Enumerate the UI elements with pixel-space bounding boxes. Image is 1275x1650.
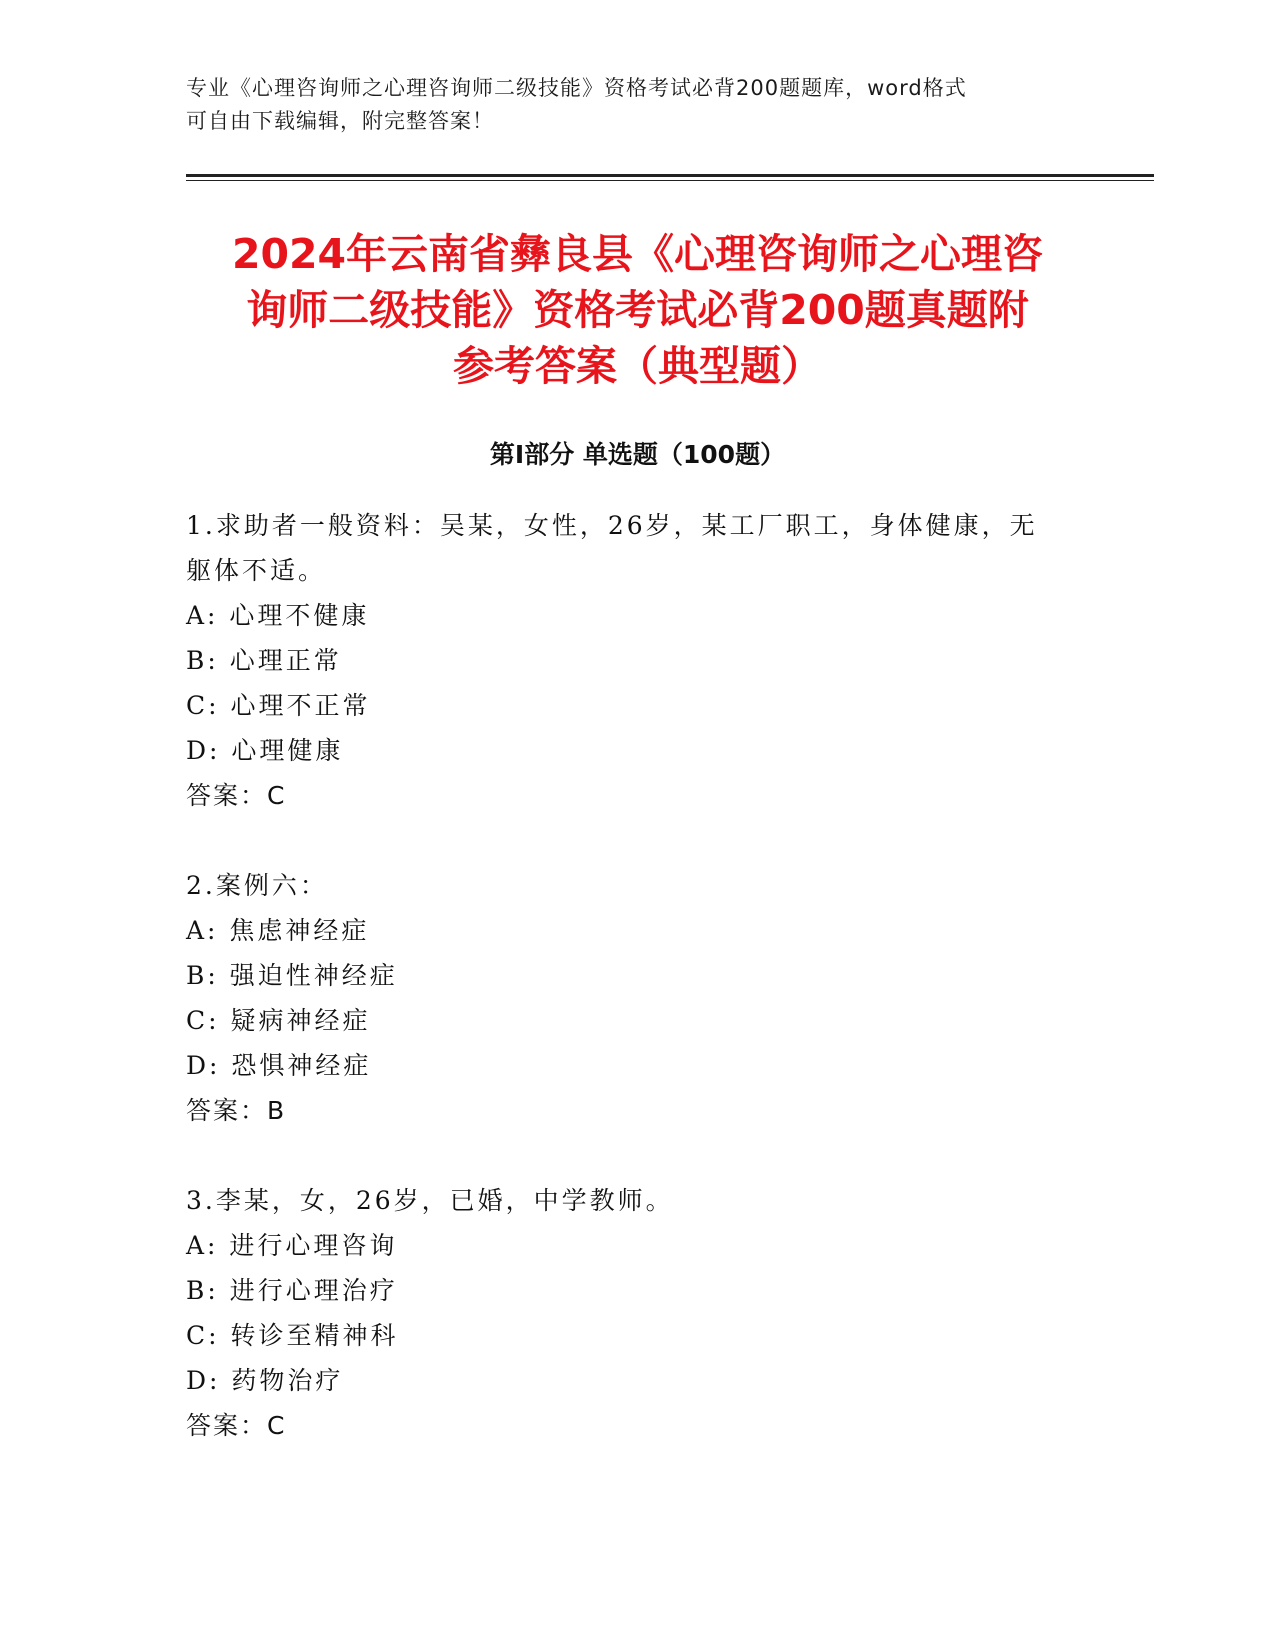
question-stem: 2.案例六： [186, 871, 328, 900]
question-1 [186, 503, 1086, 818]
option-b: B: 进行心理治疗 [186, 1276, 398, 1305]
document-title-line-3: 参考答案（典型题） [453, 342, 822, 390]
option-a: A: 进行心理咨询 [186, 1231, 398, 1260]
document-title-line-1: 2024年云南省彝良县《心理咨询师之心理咨 [231, 230, 1044, 278]
option-d: D: 心理健康 [186, 736, 344, 765]
question-stem-continued: 躯体不适。 [186, 556, 327, 585]
answer-value: B [267, 1096, 285, 1125]
question-stem: 3.李某，女，26岁，已婚，中学教师。 [186, 1186, 674, 1215]
document-title [150, 226, 1125, 394]
option-c: C: 疑病神经症 [186, 1006, 371, 1035]
header-note-line-2: 可自由下载编辑，附完整答案！ [186, 109, 494, 133]
option-b: B: 强迫性神经症 [186, 961, 398, 990]
answer-line [186, 1088, 1086, 1133]
question-3 [186, 1178, 1086, 1448]
answer-value: C [267, 1411, 285, 1440]
option-a: A: 焦虑神经症 [186, 916, 370, 945]
option-c: C: 心理不正常 [186, 691, 371, 720]
document-title-line-2: 询师二级技能》资格考试必背200题真题附 [246, 286, 1029, 334]
answer-line [186, 1403, 1086, 1448]
answer-line [186, 773, 1086, 818]
option-d: D: 药物治疗 [186, 1366, 344, 1395]
answer-label: 答案： [186, 1411, 268, 1440]
header-divider-thick [186, 174, 1154, 177]
question-2 [186, 863, 1086, 1133]
answer-label: 答案： [186, 781, 268, 810]
section-heading: 第Ⅰ部分 单选题（100题） [489, 440, 786, 469]
answer-value: C [267, 781, 285, 810]
option-d: D: 恐惧神经症 [186, 1051, 372, 1080]
option-a: A: 心理不健康 [186, 601, 370, 630]
option-b: B: 心理正常 [186, 646, 342, 675]
header-note-line-1: 专业《心理咨询师之心理咨询师二级技能》资格考试必背200题题库，word格式 [186, 76, 967, 100]
header-divider-thin [186, 180, 1154, 181]
answer-label: 答案： [186, 1096, 268, 1125]
header-note [186, 72, 1086, 138]
question-stem: 1.求助者一般资料：吴某，女性，26岁，某工厂职工，身体健康，无 [186, 511, 1038, 540]
option-c: C: 转诊至精神科 [186, 1321, 399, 1350]
